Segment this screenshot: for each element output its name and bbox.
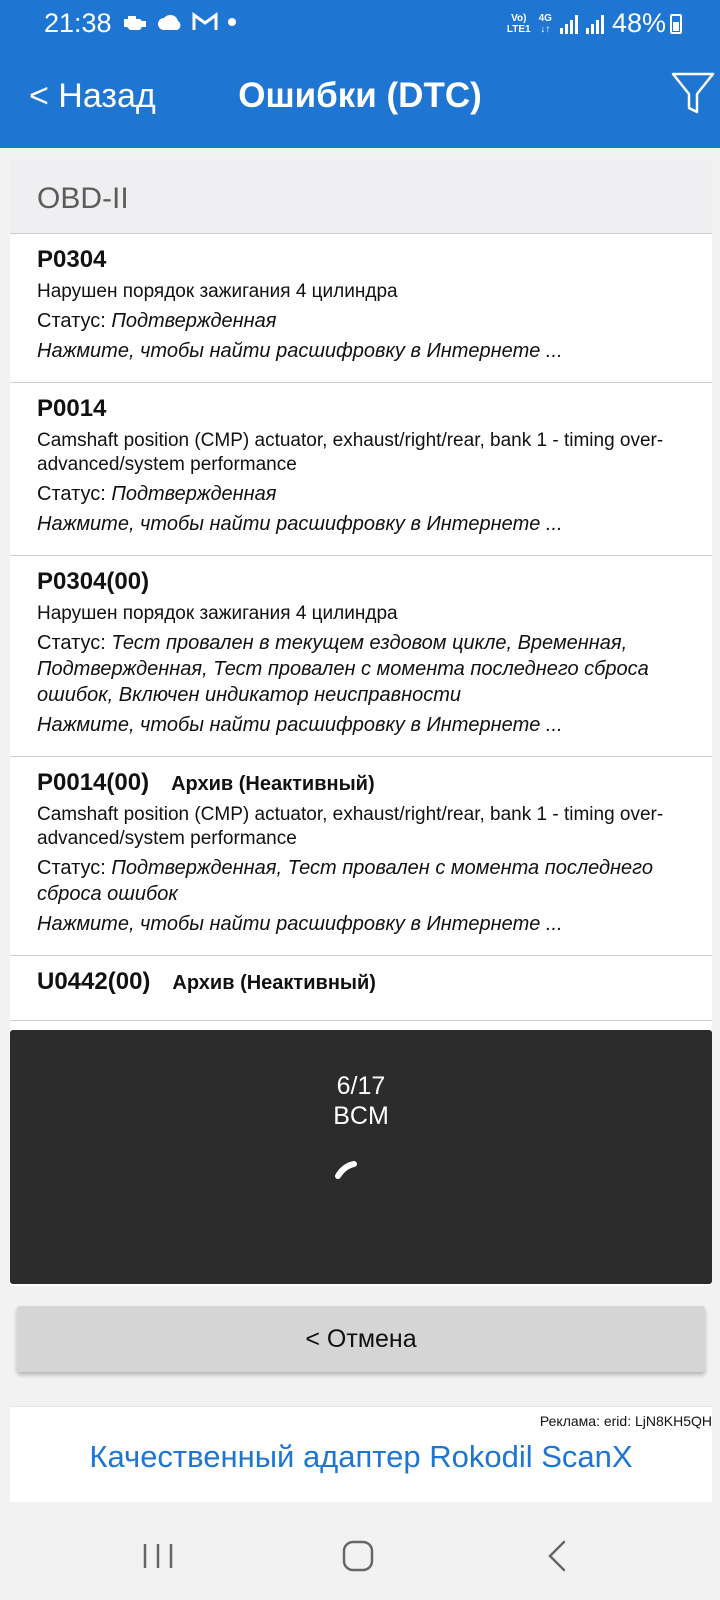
dtc-description: Camshaft position (CMP) actuator, exhaust/right/rear, bank 1 - timing over-advanced/system performance xyxy=(37,804,664,849)
dtc-search-link[interactable]: Нажмите, чтобы найти расшифровку в Интернете ... xyxy=(37,913,563,935)
gmail-icon xyxy=(192,12,218,32)
scan-progress-dialog xyxy=(10,1030,712,1284)
dtc-item[interactable] xyxy=(10,757,712,956)
dtc-status: Статус: Тест провален в текущем ездовом цикле, Временная, Подтвержденная, Тест провален с момента последнего сброса ошибок, Включен индикатор неисправности xyxy=(37,632,649,706)
back-button[interactable]: < Назад xyxy=(29,77,156,115)
dtc-search-link[interactable]: Нажмите, чтобы найти расшифровку в Интернете ... xyxy=(37,513,563,535)
notification-icons xyxy=(122,12,237,32)
dtc-item[interactable] xyxy=(10,383,712,556)
ad-link[interactable]: Качественный адаптер Rokodil ScanX xyxy=(89,1439,633,1474)
recents-icon[interactable] xyxy=(136,1534,180,1578)
status-time: 21:38 xyxy=(44,8,112,38)
dtc-archive-badge: Архив (Неактивный) xyxy=(171,773,375,795)
dtc-description: Нарушен порядок зажигания 4 цилиндра xyxy=(37,281,398,302)
dtc-code: P0304 xyxy=(37,246,107,273)
4g-indicator: 4G ↓↑ xyxy=(538,12,552,35)
car-engine-icon xyxy=(122,13,148,31)
dtc-status: Статус: Подтвержденная xyxy=(37,483,277,505)
app-header xyxy=(0,0,720,148)
scan-progress-count: 6/17 xyxy=(336,1072,386,1100)
home-icon[interactable] xyxy=(338,1534,382,1578)
cancel-button[interactable]: < Отмена xyxy=(17,1306,705,1372)
back-icon[interactable] xyxy=(538,1534,582,1578)
ad-banner[interactable] xyxy=(10,1406,712,1502)
dtc-search-link[interactable]: Нажмите, чтобы найти расшифровку в Интернете ... xyxy=(37,714,563,736)
dtc-item[interactable] xyxy=(10,956,712,1021)
battery-icon xyxy=(670,14,682,34)
dtc-status: Статус: Подтвержденная, Тест провален с момента последнего сброса ошибок xyxy=(37,857,653,905)
section-header-obd2: OBD-II xyxy=(10,160,712,234)
ad-label: Реклама: erid: LjN8KH5QH xyxy=(539,1413,712,1429)
dtc-description: Нарушен порядок зажигания 4 цилиндра xyxy=(37,603,398,624)
dtc-code: P0014 xyxy=(37,395,107,422)
signal-1-icon xyxy=(560,14,578,34)
volte-indicator: Vo) LTE1 xyxy=(506,12,531,35)
dtc-item[interactable] xyxy=(10,556,712,757)
dot-icon xyxy=(227,17,237,27)
system-nav-bar xyxy=(0,1510,720,1600)
dtc-archive-badge: Архив (Неактивный) xyxy=(172,972,376,994)
dtc-item[interactable] xyxy=(10,234,712,383)
status-bar xyxy=(0,0,720,48)
status-right xyxy=(507,8,666,39)
dtc-description: Camshaft position (CMP) actuator, exhaust/right/rear, bank 1 - timing over-advanced/system performance xyxy=(37,430,664,475)
scan-module-name: BCM xyxy=(333,1102,389,1130)
dtc-search-link[interactable]: Нажмите, чтобы найти расшифровку в Интернете ... xyxy=(37,340,563,362)
page-title: Ошибки (DTC) xyxy=(238,76,482,115)
signal-2-icon xyxy=(586,14,604,34)
dtc-status: Статус: Подтвержденная xyxy=(37,310,277,332)
dtc-code: U0442(00) xyxy=(37,968,151,995)
battery-percent: 48% xyxy=(611,8,666,38)
loading-spinner-icon xyxy=(330,1148,370,1188)
filter-icon[interactable] xyxy=(670,70,716,118)
cloud-icon xyxy=(157,13,183,31)
dtc-code: P0304(00) xyxy=(37,568,150,595)
dtc-code: P0014(00) xyxy=(37,769,150,796)
